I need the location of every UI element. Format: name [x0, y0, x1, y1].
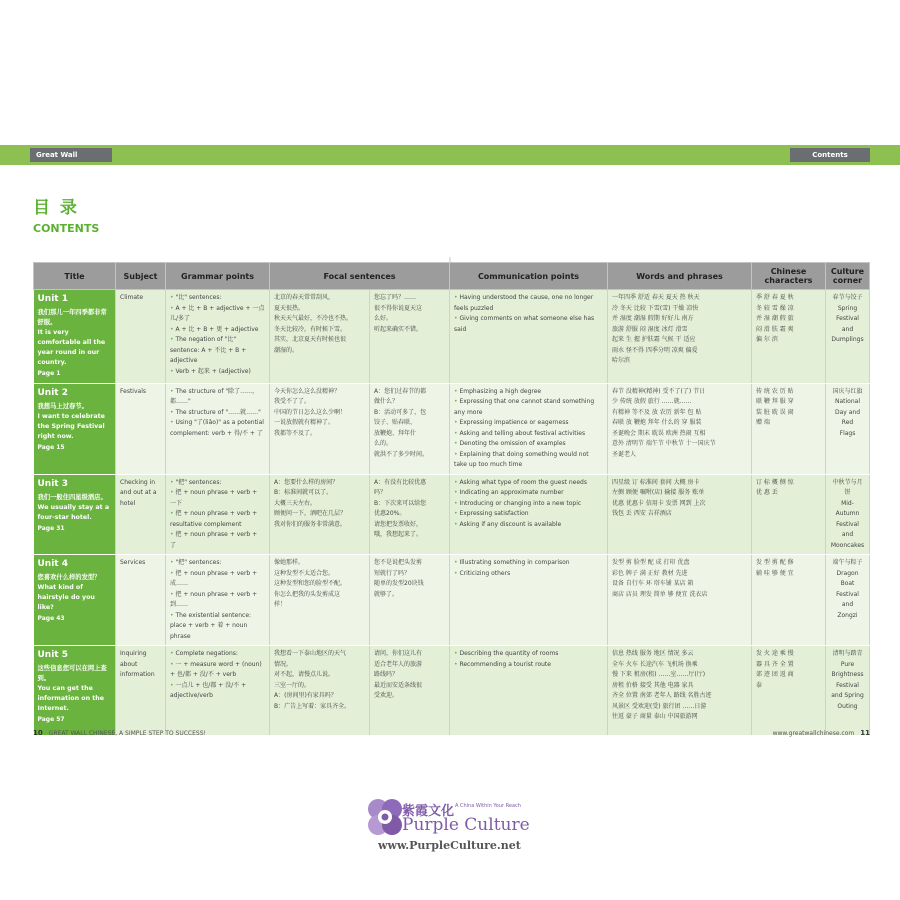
text-line: 您忘了吗？……	[374, 294, 417, 301]
grammar-cell	[166, 383, 270, 474]
focal-sentences-cell	[270, 383, 370, 474]
text-line: • Expressing that one cannot stand something any more	[454, 397, 603, 418]
text-line: 信息 热线 服务 地区 情况 多云	[612, 650, 694, 657]
focal-sentences-cell	[270, 555, 370, 646]
brand-url[interactable]: www.PurpleCulture.net	[378, 839, 521, 852]
col-communication: Communication points	[450, 263, 608, 290]
unit-title-english: You can get the information on the Internet.	[37, 685, 105, 712]
text-line: 往返 豪子 商量 泰山 中国旅游网	[612, 713, 698, 720]
text-line: 订 标 概 侧 惊	[756, 478, 794, 486]
text-line: 你怎么把我的头发剪成这	[274, 590, 341, 598]
unit-title-english: We usually stay at a four-star hotel.	[37, 503, 110, 521]
text-line: B：标准间就可以了。	[274, 489, 333, 496]
text-line: 彩色 牌子 满 正好 教材 先进	[612, 569, 688, 577]
text-line: 夏天很热。	[274, 304, 305, 312]
text-line: 雨水 怪不得 四季分明 凉爽 偏爱	[612, 346, 698, 354]
text-line: 传 统 农 历 贴	[756, 387, 794, 395]
focal-sentences-cell-2	[370, 646, 450, 736]
text-line: 商店 店员 理发 简单 够 便宜 洗衣店	[612, 590, 708, 598]
text-line: 您不是说把头发剪	[374, 559, 423, 566]
text-line: 并 湿 潮 假 旅	[756, 315, 794, 322]
text-line: A：(房间里)有家具吗？	[274, 692, 337, 699]
focal-sentences-cell	[270, 474, 370, 555]
text-line: • The negation of "比" sentence: A + 不比 + B + adjective	[170, 335, 265, 367]
unit-title-chinese: 我们一般住四星级酒店。	[37, 493, 107, 501]
text-line: 左侧 顾便 嘱咐(店) 输接 服务 账单	[612, 489, 705, 496]
brand-name: Purple Culture	[402, 815, 530, 835]
text-line: 这种发型和您的脸型不配。	[274, 580, 347, 587]
text-line: • Verb + 起来 + (adjective)	[170, 367, 265, 378]
unit-page: Page 57	[37, 716, 65, 723]
text-line: 请您把发票收好，	[374, 520, 423, 528]
text-line: Zongzi	[837, 611, 858, 619]
brand-chinese: 紫霞文化	[402, 804, 455, 819]
page-number-right: 11	[860, 729, 870, 737]
text-line: 冬 较 雪 燥 凉	[756, 304, 794, 312]
text-line: 郊 迹 团 返 商	[756, 671, 794, 678]
text-line: 短就行了吗？	[374, 569, 411, 577]
text-line: 季 舒 春 夏 秋	[756, 294, 794, 301]
unit-title-english: I want to celebrate the Spring Festival right now.	[37, 412, 105, 440]
text-line: Festival	[836, 681, 859, 689]
text-line: 圣诞老人	[612, 450, 637, 458]
focal-sentences-cell	[270, 290, 370, 384]
col-focal: Focal sentences	[270, 263, 450, 290]
text-line: 一说放假就有精神了。	[274, 419, 335, 426]
text-line: • Indicating an approximate number	[454, 488, 603, 499]
table-row	[34, 646, 870, 736]
culture-cell	[826, 383, 870, 474]
text-line: Outing	[837, 702, 858, 710]
grammar-cell	[166, 290, 270, 384]
text-line: 放鞭炮、拜年什	[374, 429, 417, 437]
text-line: • 一点儿 + 也/都 + 没/不 + adjective/verb	[170, 681, 265, 702]
grammar-cell	[166, 646, 270, 736]
subject-cell: Climate	[116, 290, 166, 384]
text-line: 最近而安适条线很	[374, 681, 423, 689]
text-line: 一年四季 舒适 春天 夏天 热 秋天	[612, 294, 700, 301]
text-line: 我想看一下泰山地区的天气	[274, 650, 347, 657]
text-line: • 一 + measure word + (noun) + 也/都 + 没/不 + verb	[170, 660, 265, 681]
text-line: • "把" sentences:	[170, 558, 265, 569]
text-line: 优惠 优惠卡 信用卡 发票 网到 上次	[612, 499, 706, 507]
text-line: 赠 端	[756, 419, 770, 426]
text-line: 闷 滑 肤 霜 爽	[756, 325, 794, 333]
text-line: 受欢迎。	[374, 692, 399, 699]
grammar-cell	[166, 474, 270, 555]
text-line: 中秋节与月饼	[832, 478, 863, 496]
text-line: 冬天比较冷，有时候下雪。	[274, 325, 347, 333]
col-characters: Chinese characters	[752, 263, 826, 290]
text-line: 辅 哇 够 便 宜	[756, 569, 794, 577]
text-line: • Criticizing others	[454, 569, 603, 580]
words-cell	[608, 474, 752, 555]
text-line: 风景区 受欢迎(受) 旅行团 ……日游	[612, 702, 707, 710]
unit-title-chinese: 您喜欢什么样的发型？	[37, 574, 101, 581]
table-row	[34, 555, 870, 646]
col-grammar: Grammar points	[166, 263, 270, 290]
text-line: • Giving comments on what someone else has said	[454, 314, 603, 335]
unit-title-chinese: 我想马上过春节。	[37, 402, 88, 410]
text-line: 适合老年人的旅游	[374, 660, 423, 668]
subject-cell: Inquiring about information	[116, 646, 166, 736]
text-line: Mid-Autumn	[835, 499, 860, 517]
text-line: 齐全 位置 南郊 老年人 路线 名胜古迹	[612, 692, 712, 699]
text-line: • Introducing or changing into a new topic	[454, 499, 603, 510]
text-line: 情况。	[274, 660, 293, 668]
characters-cell	[752, 474, 826, 555]
text-line: 像她那样。	[274, 559, 305, 566]
text-line: 四星级 订 标准间 套间 大概 房卡	[612, 478, 700, 486]
unit-number: Unit 3	[37, 478, 68, 489]
words-cell	[608, 383, 752, 474]
text-line: 发 型 剪 配 修	[756, 559, 794, 566]
footer-url: www.greatwallchinese.com	[772, 730, 855, 737]
text-line: 请问，你们这儿有	[374, 650, 423, 657]
text-line: 就洪不了多少时间。	[374, 450, 429, 458]
table-header-row	[34, 263, 870, 290]
text-line: 对不起，请慢点儿说。	[274, 671, 335, 678]
book-spread	[0, 145, 900, 755]
subject-cell: Festivals	[116, 383, 166, 474]
text-line: • Emphasizing a high degree	[454, 387, 603, 398]
text-line: 北京的春天常常刮风，	[274, 294, 335, 301]
text-line: 春节 没精神(精神) 受不了(了) 节日	[612, 387, 706, 395]
text-line: A：您要什么样的房间？	[274, 478, 339, 486]
text-line: 今天你怎么这么没精神？	[274, 387, 341, 395]
text-line: A：您们过春节的都	[374, 387, 427, 395]
text-line: 路线吗？	[374, 671, 399, 678]
text-line: Mooncakes	[830, 541, 865, 549]
communication-cell	[450, 383, 608, 474]
text-line: • 把 + noun phrase + verb + 一下	[170, 488, 265, 509]
text-line: 意外 清明节 端午节 中秋节 十一国庆节	[612, 440, 716, 447]
unit-number: Unit 2	[37, 387, 68, 398]
book-title-tag: Great Wall Chinese	[30, 148, 112, 162]
text-line: 偏 尔 滨	[756, 336, 778, 343]
text-line: 设备 自行车 环 塔车铺 某店 箱	[612, 580, 694, 587]
text-line: Pure	[840, 660, 855, 668]
text-line: 这种发型不太适合您。	[274, 569, 335, 577]
text-line: Dumplings	[831, 336, 864, 343]
text-line: 旅游 舒服 闷 湿度 冰灯 滑雪	[612, 325, 688, 333]
communication-cell	[450, 646, 608, 736]
text-line: 吗？	[374, 489, 387, 496]
text-line: • "把" sentences:	[170, 478, 265, 489]
text-line: • Complete negations:	[170, 649, 265, 660]
footer-right	[773, 729, 870, 737]
focal-sentences-cell-2	[370, 555, 450, 646]
text-line: 优 惠 丢	[756, 489, 778, 496]
text-line: • 把 + noun phrase + verb + 到……	[170, 590, 265, 611]
text-line: 全车 火车 长途汽车 飞机场 换乘	[612, 660, 698, 668]
unit-title-cell[interactable]	[34, 646, 116, 736]
text-line: 钱包 丢 西安 吉祥酒店	[612, 510, 672, 517]
text-line: 中国的节日怎么这么少啊！	[274, 408, 347, 416]
text-line: 听起来确实不错。	[374, 325, 423, 333]
text-line: 我都等不及了。	[274, 429, 317, 437]
text-line: 我受不了了。	[274, 398, 311, 405]
text-line: 么好。	[374, 315, 393, 322]
text-line: Festival and	[836, 315, 859, 333]
text-line: • Asking what type of room the guest needs	[454, 478, 603, 489]
unit-number: Unit 4	[37, 559, 68, 569]
text-line: • The existential sentence: place + verb + 着 + noun phrase	[170, 611, 265, 643]
text-line: and Spring	[831, 692, 864, 699]
text-line: • A + 比 + B + adjective + 一点儿/多了	[170, 304, 265, 325]
culture-cell	[826, 646, 870, 736]
text-line: 饺子、贴春联、	[374, 419, 417, 426]
text-line: 就够了。	[374, 590, 399, 598]
text-line: 么的。	[374, 440, 393, 447]
text-line: • Denoting the omission of examples	[454, 439, 603, 450]
unit-number: Unit 5	[37, 650, 68, 660]
unit-title-english: What kind of hairstyle do you like?	[37, 584, 95, 611]
unit-title-cell[interactable]	[34, 474, 116, 555]
text-line: 器 具 齐 全 置	[756, 660, 794, 668]
text-line: • "比" sentences:	[170, 293, 265, 304]
footer-slogan: GREAT WALL CHINESE, A SIMPLE STEP TO SUCCESS!	[48, 730, 206, 737]
text-line: • Having understood the cause, one no longer feels puzzled	[454, 293, 603, 314]
text-line: • 把 + noun phrase + verb + 了	[170, 530, 265, 551]
unit-page: Page 15	[37, 443, 65, 451]
text-line: 泰	[756, 681, 763, 689]
text-line: 样！	[274, 601, 287, 608]
subject-cell: Services	[116, 555, 166, 646]
text-line: • Illustrating something in comparison	[454, 558, 603, 569]
focal-sentences-cell-2	[370, 383, 450, 474]
text-line: Flags	[839, 429, 856, 437]
text-line: 发型 剪 脸型 配 成 打印 优盘	[612, 559, 690, 566]
text-line: • The structure of "……就……"	[170, 408, 265, 419]
words-cell	[608, 646, 752, 736]
text-line: National	[834, 398, 860, 405]
text-line: • A + 比 + B + 更 + adjective	[170, 325, 265, 336]
text-line: Festival and	[836, 590, 859, 608]
brand-slogan: A China Within Your Reach	[455, 803, 521, 809]
text-line: 哈尔滨	[612, 357, 631, 364]
text-line: 国庆与红旗	[832, 387, 863, 395]
text-line: 圣诞晚会 期末 耽误 欧洲 热闹 互相	[612, 429, 706, 437]
characters-cell	[752, 555, 826, 646]
text-line: 我对你们的服务非常满意。	[274, 520, 347, 528]
text-line: A：有没有比较优惠	[374, 478, 427, 486]
text-line: 哦，我想起来了。	[374, 531, 423, 538]
characters-cell	[752, 383, 826, 474]
text-line: 少 传统 放假 旅行 ……就……	[612, 398, 692, 405]
text-line: 房租 价格 接受 其他 电器 家具	[612, 681, 694, 689]
col-subject: Subject	[116, 263, 166, 290]
words-cell	[608, 290, 752, 384]
text-line: 装 脏 耽 误 闹	[756, 408, 794, 416]
col-words: Words and phrases	[608, 263, 752, 290]
grammar-cell	[166, 555, 270, 646]
text-line: Spring	[837, 304, 858, 312]
unit-page: Page 43	[37, 615, 65, 622]
text-line: Dragon Boat	[836, 569, 859, 587]
text-line: • Expressing impatience or eagerness	[454, 418, 603, 429]
unit-title-chinese: 这些信息您可以在网上查到。	[37, 665, 107, 682]
col-title: Title	[34, 263, 116, 290]
text-line: • Recommending a tourist route	[454, 660, 603, 671]
unit-page: Page 1	[37, 370, 61, 377]
text-line: 春联 放 鞭炮 拜年 什么的 穿 服装	[612, 419, 702, 426]
focal-sentences-cell-2	[370, 474, 450, 555]
text-line: 三室一厅的。	[274, 681, 311, 689]
text-line: • The structure of "除了……，都……"	[170, 387, 265, 408]
text-line: 优惠20%。	[374, 510, 406, 517]
heading-english: CONTENTS	[33, 222, 100, 235]
unit-page: Page 31	[37, 524, 65, 532]
communication-cell	[450, 290, 608, 384]
unit-number: Unit 1	[37, 294, 68, 304]
text-line: 起来 生 握 护肤霜 气候 干 适应	[612, 336, 696, 343]
text-line: Festival and	[836, 520, 859, 538]
unit-title-cell[interactable]	[34, 555, 116, 646]
communication-cell	[450, 474, 608, 555]
text-line: • Describing the quantity of rooms	[454, 649, 603, 660]
text-line: B：广告上写着：家具齐全。	[274, 702, 351, 710]
text-line: 有精神 等不及 放 农历 新年 包 贴	[612, 408, 702, 416]
text-line: • 把 + noun phrase + verb + 成……	[170, 569, 265, 590]
page-number-left: 10	[33, 729, 43, 737]
text-line: 很不得你说夏天这	[374, 304, 423, 312]
text-line: 慢 下来 租房(租) ……室……厅(厅)	[612, 671, 706, 678]
communication-cell	[450, 555, 608, 646]
culture-cell	[826, 290, 870, 384]
characters-cell	[752, 290, 826, 384]
contents-table	[33, 262, 870, 736]
text-line: • 把 + noun phrase + verb + resultative complement	[170, 509, 265, 530]
focal-sentences-cell-2	[370, 290, 450, 384]
footer-left	[33, 729, 206, 737]
text-line: 潮湿的。	[274, 346, 299, 354]
table-row	[34, 474, 870, 555]
text-line: 发 火 途 乘 慢	[756, 650, 794, 657]
text-line: 秋天天气最好，不冷也不热。	[274, 315, 353, 322]
text-line: • Explaining that doing something would not take up too much time	[454, 450, 603, 471]
contents-tag: Contents	[790, 148, 870, 162]
unit-title-chinese: 我们那儿一年四季都非常舒服。	[37, 309, 107, 326]
focal-sentences-cell	[270, 646, 370, 736]
unit-title-cell[interactable]	[34, 290, 116, 384]
text-line: • Expressing satisfaction	[454, 509, 603, 520]
text-line: 顾便问一下，酒吧在几层？	[274, 510, 347, 517]
col-culture: Culture corner	[826, 263, 870, 290]
text-line: 做什么？	[374, 398, 399, 405]
text-line: 冷 冬天 比较 下雪(雪) 干燥 凉快	[612, 304, 699, 312]
unit-title-cell[interactable]	[34, 383, 116, 474]
unit-title-english: It is very comfortable all the year round in our country.	[37, 329, 106, 366]
text-line: 清明与踏青	[832, 650, 863, 657]
text-line: Day and Red	[834, 408, 861, 426]
text-line: B：活动可多了，包	[374, 408, 427, 416]
table-row	[34, 290, 870, 384]
text-line: • Asking and telling about festival activities	[454, 429, 603, 440]
text-line: 端午与粽子	[832, 559, 863, 566]
words-cell	[608, 555, 752, 646]
table-row	[34, 383, 870, 474]
text-line: 大概三天左右。	[274, 499, 317, 507]
text-line: 并 湿度 潮湿 假期 好好儿 南方	[612, 315, 694, 322]
subject-cell: Checking in and out at a hotel	[116, 474, 166, 555]
text-line: • Using "了(liǎo)" as a potential complement: verb + 得/不 + 了	[170, 418, 265, 439]
text-line: 其实，北京夏天有时候也很	[274, 336, 347, 343]
culture-cell	[826, 474, 870, 555]
text-line: B：下次来可以给您	[374, 499, 427, 507]
text-line: • Asking if any discount is available	[454, 520, 603, 531]
text-line: 随单的发型20块钱	[374, 580, 424, 587]
text-line: 联 鞭 拜 服 穿	[756, 398, 794, 405]
heading-chinese: 目 录	[33, 198, 79, 218]
culture-cell	[826, 555, 870, 646]
text-line: 春节与饺子	[832, 294, 863, 301]
characters-cell	[752, 646, 826, 736]
text-line: Brightness	[831, 671, 864, 678]
header-bar	[0, 145, 900, 173]
